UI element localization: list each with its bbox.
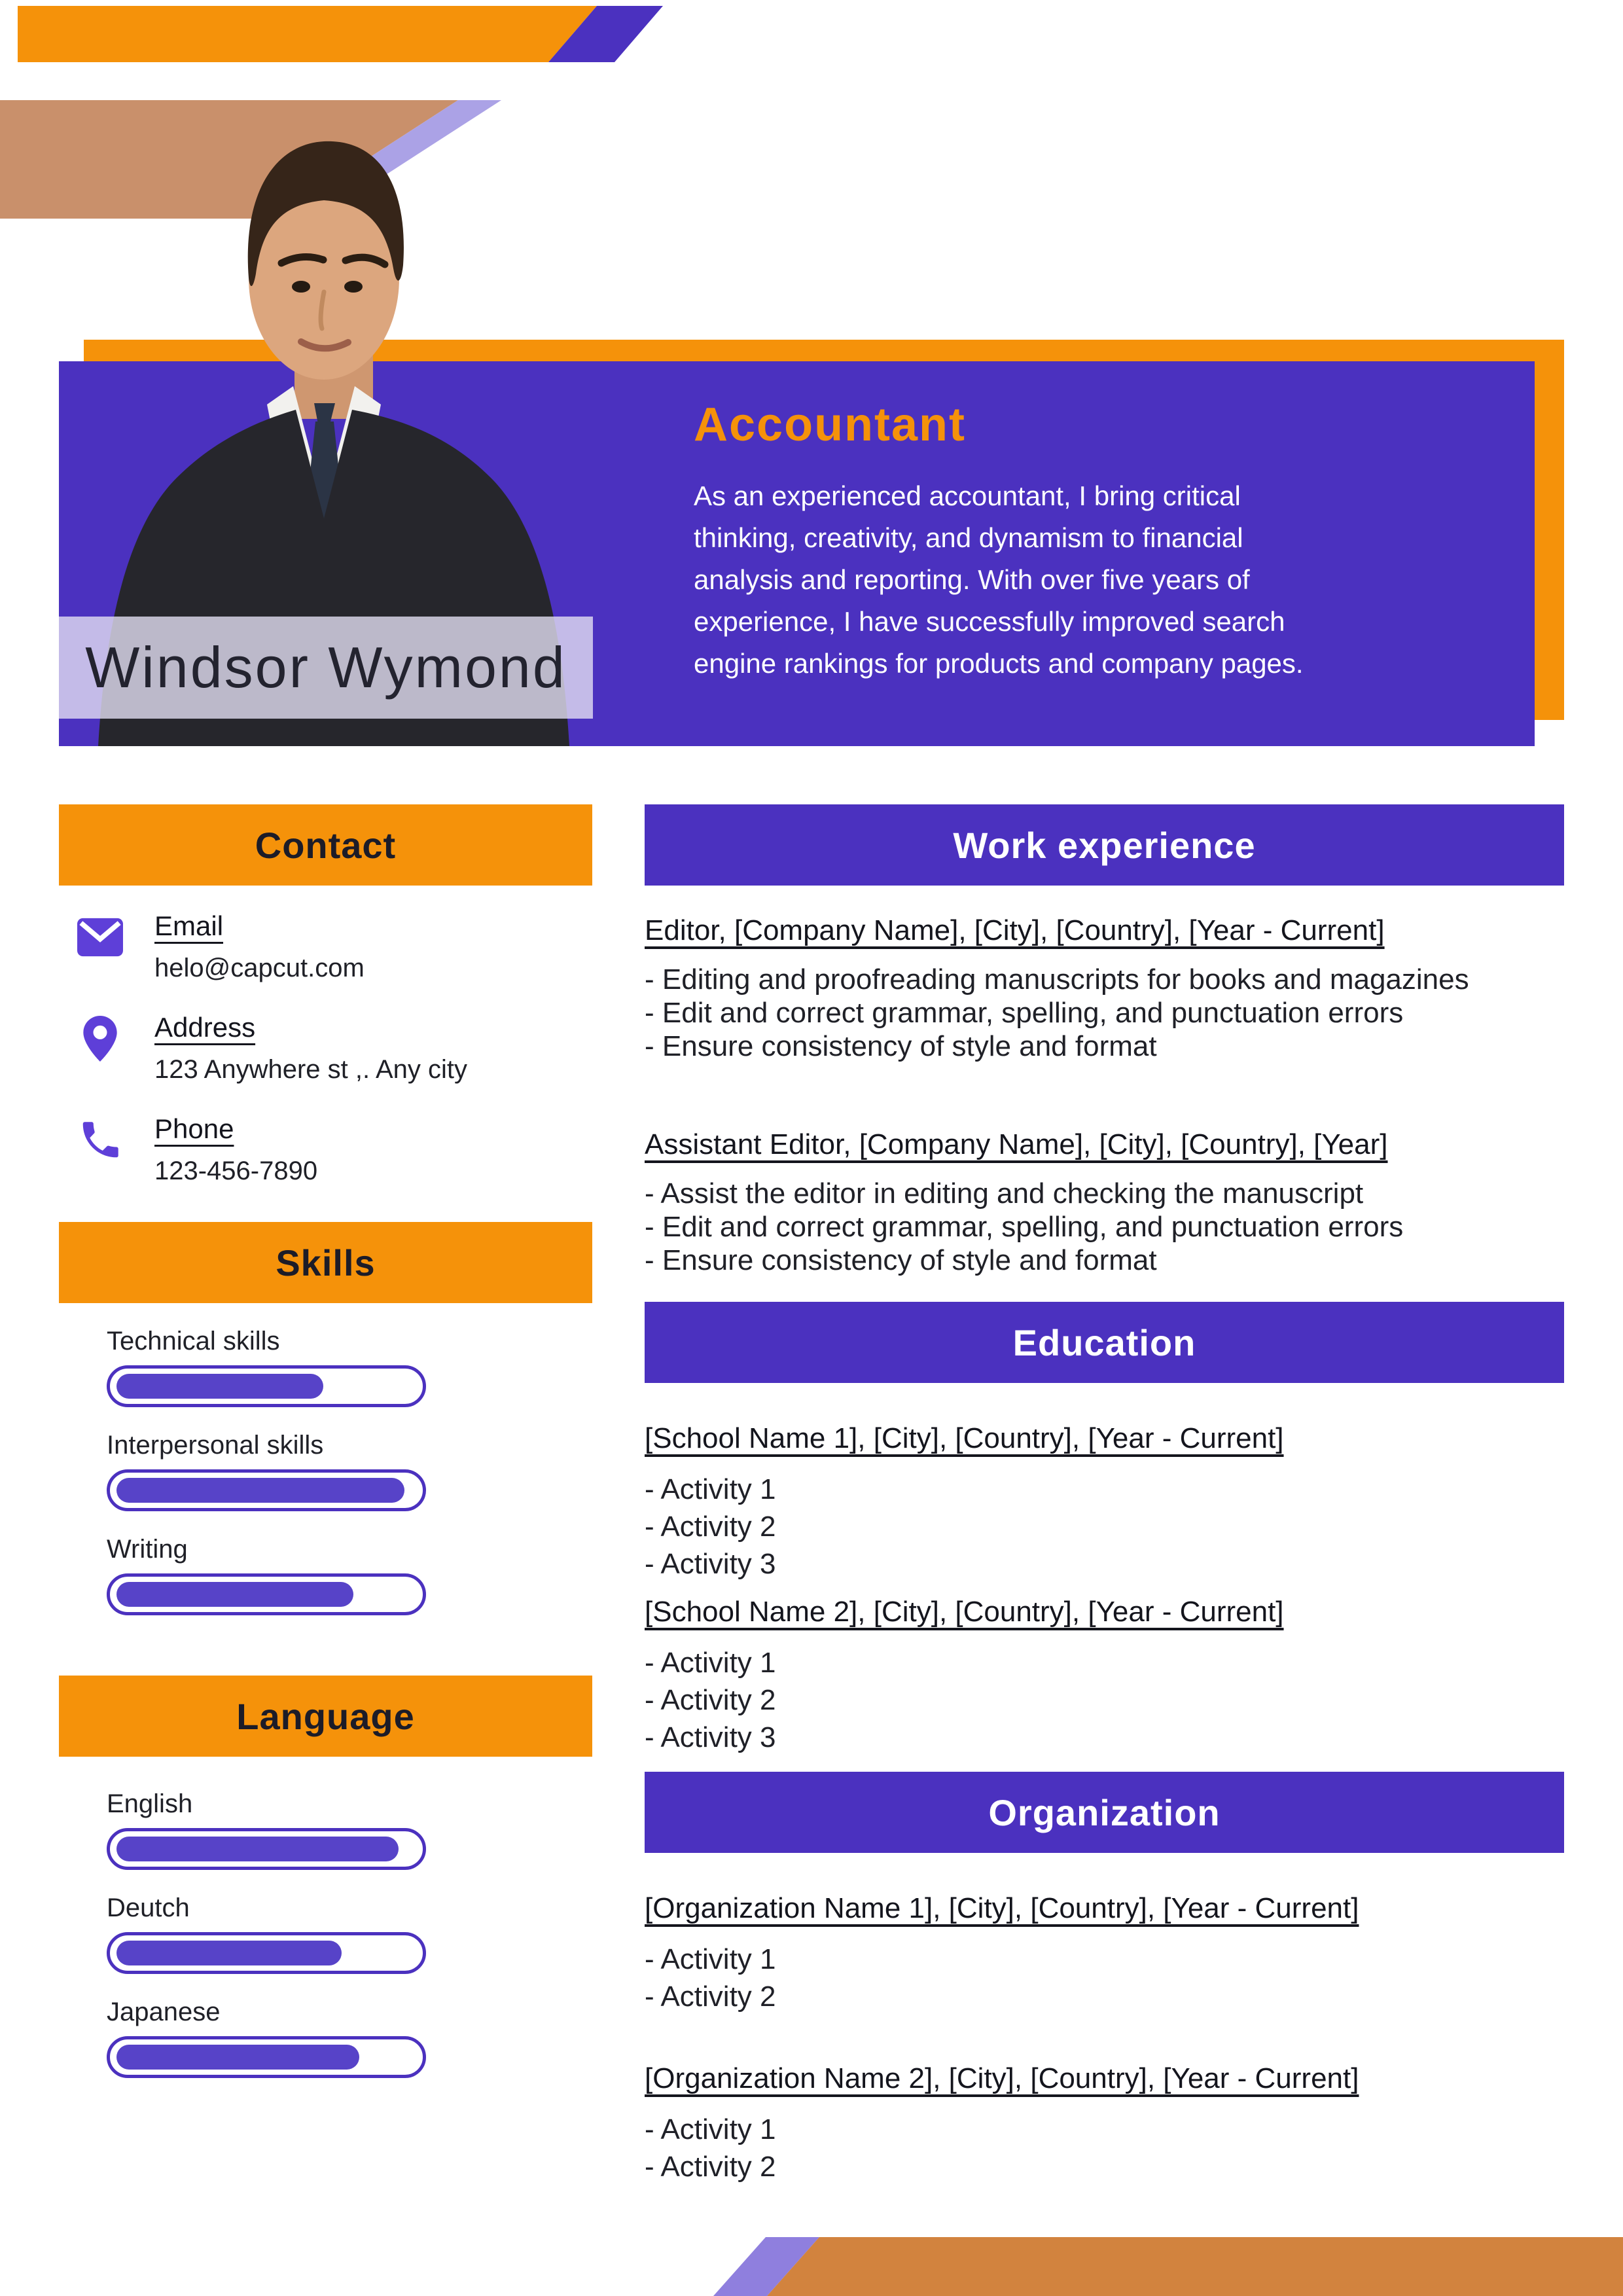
skill-meter-fill (116, 1374, 323, 1399)
contact-label: Address (154, 1012, 256, 1043)
education-entry (645, 1596, 1564, 1756)
organization-entry-title: [Organization Name 1], [City], [Country], [Year - Current] (645, 1892, 1359, 1924)
bullet-line: - Ensure consistency of style and format (645, 1244, 1157, 1276)
contact-label: Phone (154, 1113, 234, 1144)
work-entry (645, 914, 1564, 1063)
profile-summary (694, 475, 1505, 685)
skill-meter (107, 1469, 426, 1511)
bullet-line: - Activity 2 (645, 2151, 776, 2183)
bullet-line: - Activity 3 (645, 1548, 776, 1580)
work-entry (645, 1128, 1564, 1277)
language-meter (107, 2036, 426, 2078)
bullet-line: - Activity 3 (645, 1721, 776, 1753)
bullet-line: - Activity 1 (645, 1943, 776, 1975)
person-name: Windsor Wymond (85, 635, 567, 700)
education-entry-title: [School Name 2], [City], [Country], [Year - Current] (645, 1596, 1284, 1628)
contact-item-address (77, 1012, 592, 1085)
summary-line: thinking, creativity, and dynamism to financial (694, 522, 1243, 553)
skill-item (107, 1431, 426, 1511)
organization-entry-title: [Organization Name 2], [City], [Country], [Year - Current] (645, 2062, 1359, 2094)
skill-label: Writing (107, 1535, 188, 1564)
bullet-line: - Activity 1 (645, 1647, 776, 1679)
work-entry-title: Editor, [Company Name], [City], [Country], [Year - Current] (645, 914, 1385, 946)
language-section (59, 1676, 592, 2078)
skill-meter (107, 1365, 426, 1407)
location-icon (77, 1016, 123, 1062)
language-list (59, 1789, 592, 2078)
organization-section (645, 1772, 1564, 2185)
education-entry-bullets (645, 1471, 1564, 1583)
contact-value: 123 Anywhere st ,. Any city (154, 1055, 468, 1084)
work-section-header (645, 804, 1564, 886)
education-entry-bullets (645, 1644, 1564, 1756)
bullet-line: - Edit and correct grammar, spelling, and punctuation errors (645, 1211, 1404, 1243)
name-band (59, 617, 593, 719)
organization-heading: Organization (988, 1791, 1221, 1833)
language-meter-fill (116, 1941, 342, 1965)
language-label: Japanese (107, 1998, 221, 2026)
contact-value: 123-456-7890 (154, 1157, 318, 1185)
organization-entry (645, 1892, 1564, 2015)
education-section-header (645, 1302, 1564, 1383)
skills-list (59, 1327, 592, 1615)
organization-entry (645, 2062, 1564, 2185)
bullet-line: - Ensure consistency of style and format (645, 1030, 1157, 1062)
education-entry-title: [School Name 1], [City], [Country], [Year - Current] (645, 1422, 1284, 1454)
organization-entry-bullets (645, 1941, 1564, 2015)
education-entry (645, 1422, 1564, 1583)
language-meter-fill (116, 1837, 399, 1861)
contact-label: Email (154, 910, 224, 941)
skills-section (59, 1222, 592, 1615)
organization-entries (645, 1892, 1564, 2185)
skills-heading: Skills (276, 1242, 376, 1283)
skill-label: Interpersonal skills (107, 1431, 324, 1460)
bullet-line: - Edit and correct grammar, spelling, and punctuation errors (645, 997, 1404, 1029)
work-entry-bullets (645, 1177, 1548, 1277)
bullet-line: - Activity 2 (645, 1981, 776, 2013)
contact-item-phone (77, 1113, 592, 1186)
footer-orange-band (0, 2237, 1623, 2296)
work-entry-title: Assistant Editor, [Company Name], [City], [Country], [Year] (645, 1128, 1388, 1160)
organization-entry-bullets (645, 2111, 1564, 2185)
language-section-header (59, 1676, 592, 1757)
language-item (107, 1893, 426, 1974)
bullet-line: - Editing and proofreading manuscripts for books and magazines (645, 963, 1469, 996)
contact-section-header (59, 804, 592, 886)
skill-meter-fill (116, 1582, 353, 1607)
skill-meter-fill (116, 1478, 404, 1503)
language-meter (107, 1932, 426, 1974)
skill-label: Technical skills (107, 1327, 280, 1355)
contact-item-email (77, 910, 592, 983)
work-heading: Work experience (953, 824, 1256, 866)
language-item (107, 1789, 426, 1870)
language-label: Deutch (107, 1893, 190, 1922)
summary-line: As an experienced accountant, I bring critical (694, 480, 1241, 511)
skill-item (107, 1327, 426, 1407)
summary-line: experience, I have successfully improved search (694, 606, 1285, 637)
contact-value: helo@capcut.com (154, 954, 365, 982)
language-meter (107, 1828, 426, 1870)
bullet-line: - Activity 1 (645, 1473, 776, 1505)
bullet-line: - Activity 1 (645, 2113, 776, 2145)
job-title: Accountant (694, 399, 966, 451)
work-entry-bullets (645, 963, 1548, 1063)
language-label: English (107, 1789, 193, 1818)
contact-list (77, 910, 592, 1186)
contact-heading: Contact (255, 824, 397, 866)
bullet-line: - Assist the editor in editing and checking the manuscript (645, 1177, 1364, 1210)
education-section (645, 1302, 1564, 1756)
skill-item (107, 1535, 426, 1615)
language-item (107, 1998, 426, 2078)
right-column (645, 804, 1564, 2185)
phone-icon (77, 1117, 123, 1163)
education-entries (645, 1422, 1564, 1756)
organization-section-header (645, 1772, 1564, 1853)
bullet-line: - Activity 2 (645, 1684, 776, 1716)
bullet-line: - Activity 2 (645, 1511, 776, 1543)
language-heading: Language (236, 1695, 415, 1737)
skill-meter (107, 1573, 426, 1615)
email-icon (77, 914, 123, 960)
language-meter-fill (116, 2045, 359, 2070)
summary-line: engine rankings for products and company pages. (694, 648, 1304, 679)
summary-line: analysis and reporting. With over five years of (694, 564, 1250, 595)
work-entries (645, 914, 1564, 1277)
skills-section-header (59, 1222, 592, 1303)
left-column (59, 804, 592, 2102)
education-heading: Education (1012, 1321, 1196, 1363)
